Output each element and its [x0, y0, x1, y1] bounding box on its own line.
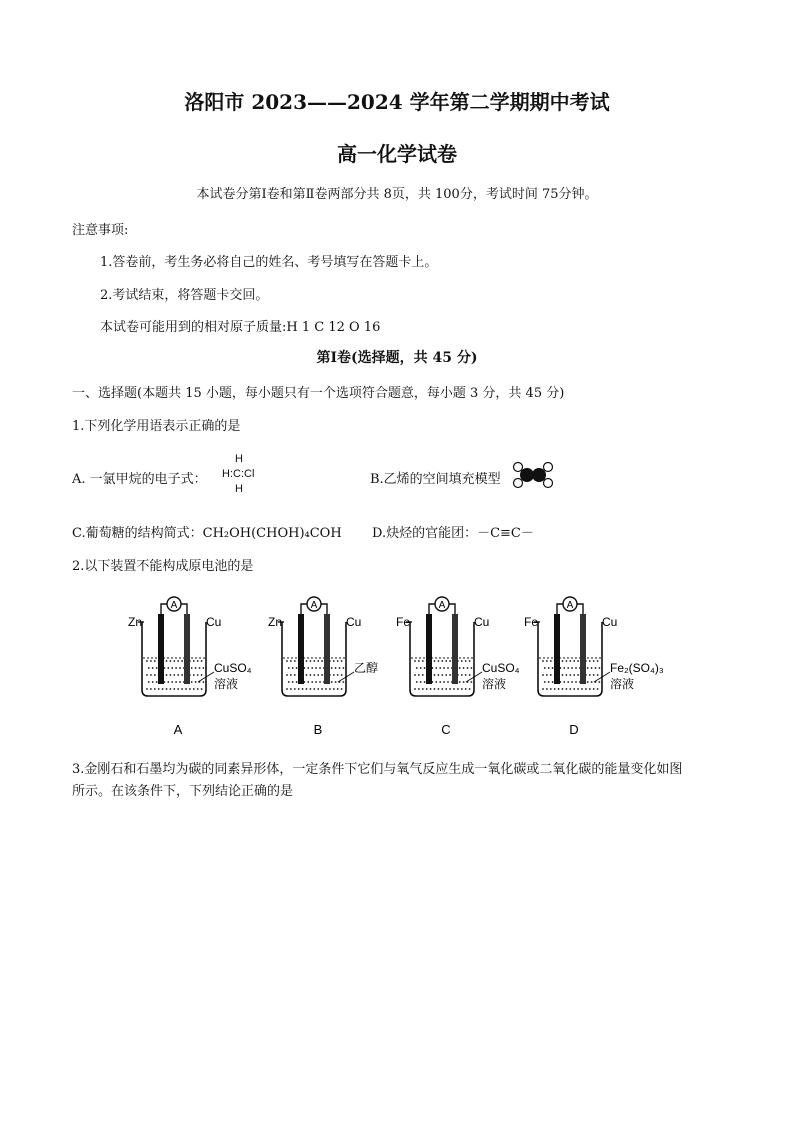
solution-dot [463, 681, 465, 683]
solution-dot [571, 681, 573, 683]
solution-dot [591, 667, 593, 669]
solution-dot [315, 667, 317, 669]
solution-dot [335, 667, 337, 669]
solution-dot [443, 681, 445, 683]
solution-dot [422, 674, 424, 676]
solution-dot [441, 660, 443, 662]
solution-dot [307, 667, 309, 669]
solution-dot [589, 674, 591, 676]
solution-dot [469, 674, 471, 676]
solution-dot [167, 667, 169, 669]
solution-dot [599, 681, 601, 683]
solution-dot [552, 667, 554, 669]
solution-dot [313, 660, 315, 662]
solution-dot [597, 660, 599, 662]
ammeter-label: A [170, 600, 178, 611]
solution-dot [195, 667, 197, 669]
ammeter-label: A [310, 600, 318, 611]
option-label: C [441, 722, 451, 737]
solution-dot [311, 681, 313, 683]
solution-dot [418, 674, 420, 676]
exam-subtitle: 高一化学试卷 [337, 142, 457, 166]
solution-dot [424, 681, 426, 683]
solution-dot [461, 660, 463, 662]
solution-dot [573, 674, 575, 676]
solution-dot [294, 688, 296, 690]
solution-dot [439, 667, 441, 669]
solution-dot [471, 681, 473, 683]
solution-dot [313, 674, 315, 676]
solution-dot [558, 688, 560, 690]
right-electrode [452, 614, 458, 684]
solution-dot [154, 674, 156, 676]
q1-option-b: B.乙烯的空间填充模型 [370, 472, 501, 487]
solution-dot [418, 660, 420, 662]
cell-c [396, 597, 520, 737]
solution-dot [420, 681, 422, 683]
solution-dot [567, 667, 569, 669]
solution-label-2: 溶液 [610, 677, 635, 691]
solution-dot [416, 681, 418, 683]
solution-dot [317, 660, 319, 662]
solution-dot [542, 674, 544, 676]
solution-dot [550, 674, 552, 676]
solution-dot [465, 674, 467, 676]
solution-dot [546, 688, 548, 690]
solution-dot [418, 688, 420, 690]
solution-dot [445, 660, 447, 662]
solution-dot [195, 681, 197, 683]
exam-intro: 本试卷分第Ⅰ卷和第Ⅱ卷两部分共 8页，共 100分，考试时间 75分钟。 [196, 187, 598, 202]
left-electrode [298, 614, 304, 684]
solution-dot [310, 688, 312, 690]
solution-dot [292, 667, 294, 669]
solution-dot [197, 660, 199, 662]
solution-dot [148, 667, 150, 669]
solution-dot [563, 681, 565, 683]
solution-dot [321, 688, 323, 690]
left-electrode-label: Fe [396, 615, 411, 629]
ethylene-model-icon [510, 460, 556, 490]
solution-dot [439, 681, 441, 683]
solution-dot [325, 688, 327, 690]
solution-dot [171, 681, 173, 683]
solution-dot [438, 688, 440, 690]
solution-dot [193, 674, 195, 676]
solution-dot [333, 674, 335, 676]
solution-dot [571, 667, 573, 669]
solution-dot [566, 688, 568, 690]
solution-dot [290, 688, 292, 690]
left-electrode-label: Fe [524, 615, 539, 629]
solution-dot [173, 674, 175, 676]
solution-dot [445, 674, 447, 676]
solution-dot [288, 667, 290, 669]
q1-option-a: A. 一氯甲烷的电子式： [72, 472, 207, 487]
q3-line1: 3.金刚石和石墨均为碳的同素异形体，一定条件下它们与氧气反应生成一氧化碳或二氧化碳的能量变化如图 [72, 762, 683, 777]
solution-dot [569, 674, 571, 676]
solution-dot [306, 688, 308, 690]
solution-dot [457, 688, 459, 690]
solution-dot [170, 674, 172, 676]
solution-dot [146, 660, 148, 662]
solution-dot [321, 660, 323, 662]
solution-dot [333, 660, 335, 662]
galvanic-cells-figure [120, 592, 680, 744]
solution-dot [438, 660, 440, 662]
solution-dot [459, 667, 461, 669]
solution-dot [310, 660, 312, 662]
q1-option-d: D.炔烃的官能团：－C≡C－ [372, 526, 534, 541]
solution-dot [426, 688, 428, 690]
solution-dot [597, 688, 599, 690]
solution-dot [420, 667, 422, 669]
solution-dot [577, 688, 579, 690]
cell-d [524, 597, 664, 737]
solution-dot [162, 688, 164, 690]
solution-dot [471, 667, 473, 669]
solution-dot [467, 667, 469, 669]
solution-dot [422, 688, 424, 690]
solution-dot [166, 688, 168, 690]
solution-dot [181, 688, 183, 690]
solution-dot [546, 660, 548, 662]
solution-dot [150, 688, 152, 690]
option-label: B [313, 722, 323, 737]
solution-dot [311, 667, 313, 669]
solution-dot [166, 660, 168, 662]
cell-b [268, 597, 378, 737]
solution-dot [424, 667, 426, 669]
solution-dot [296, 681, 298, 683]
solution-dot [313, 688, 315, 690]
solution-label: CuSO₄ [214, 661, 252, 675]
solution-dot [294, 674, 296, 676]
solution-label-2: 溶液 [482, 677, 507, 691]
solution-dot [589, 688, 591, 690]
solution-dot [148, 681, 150, 683]
solution-dot [569, 688, 571, 690]
section1-instructions: 一、选择题(本题共 15 小题，每小题只有一个选项符合题意，每小题 3 分，共 45 分) [72, 386, 565, 401]
solution-dot [542, 660, 544, 662]
solution-dot [449, 688, 451, 690]
solution-dot [434, 674, 436, 676]
solution-dot [201, 688, 203, 690]
solution-dot [156, 681, 158, 683]
solution-dot [566, 660, 568, 662]
solution-dot [150, 674, 152, 676]
solution-dot [459, 681, 461, 683]
solution-dot [449, 660, 451, 662]
solution-dot [548, 667, 550, 669]
solution-dot [577, 660, 579, 662]
solution-dot [341, 688, 343, 690]
solution-dot [337, 660, 339, 662]
solution-dot [154, 660, 156, 662]
solution-dot [591, 681, 593, 683]
solution-dot [548, 681, 550, 683]
exam-title: 洛阳市 2023——2024 学年第二学期期中考试 [184, 90, 610, 114]
solution-dot [447, 667, 449, 669]
solution-dot [566, 674, 568, 676]
solution-dot [294, 660, 296, 662]
solution-dot [562, 674, 564, 676]
solution-dot [201, 660, 203, 662]
solution-dot [445, 688, 447, 690]
solution-dot [562, 688, 564, 690]
solution-dot [296, 667, 298, 669]
solution-dot [146, 688, 148, 690]
solution-dot [189, 688, 191, 690]
right-electrode [580, 614, 586, 684]
solution-dot [550, 660, 552, 662]
solution-dot [587, 667, 589, 669]
formula-bottom-h: H [235, 483, 243, 495]
solution-dot [593, 660, 595, 662]
solution-dot [185, 688, 187, 690]
solution-dot [317, 688, 319, 690]
solution-dot [546, 674, 548, 676]
solution-dot [166, 674, 168, 676]
solution-dot [203, 667, 205, 669]
solution-dot [447, 681, 449, 683]
solution-dot [593, 688, 595, 690]
solution-dot [321, 674, 323, 676]
solution-dot [286, 660, 288, 662]
solution-dot [175, 667, 177, 669]
solution-dot [298, 688, 300, 690]
solution-dot [203, 681, 205, 683]
solution-dot [167, 681, 169, 683]
solution-dot [292, 681, 294, 683]
solution-dot [453, 688, 455, 690]
cell-a [128, 597, 252, 737]
solution-dot [310, 674, 312, 676]
q1-option-c: C.葡萄糖的结构简式：CH₂OH(CHOH)₄COH [72, 526, 342, 541]
solution-dot [152, 667, 154, 669]
solution-dot [542, 688, 544, 690]
solution-dot [343, 681, 345, 683]
notes-heading: 注意事项: [72, 223, 129, 238]
solution-dot [585, 688, 587, 690]
solution-dot [288, 681, 290, 683]
solution-dot [319, 667, 321, 669]
solution-dot [173, 660, 175, 662]
solution-label: CuSO₄ [482, 661, 520, 675]
solution-dot [177, 674, 179, 676]
solution-dot [465, 660, 467, 662]
solution-dot [599, 667, 601, 669]
solution-dot [597, 674, 599, 676]
solution-dot [575, 681, 577, 683]
solution-dot [461, 674, 463, 676]
solution-dot [434, 688, 436, 690]
solution-dot [150, 660, 152, 662]
solution-dot [331, 667, 333, 669]
solution-dot [286, 674, 288, 676]
left-electrode [554, 614, 560, 684]
solution-dot [319, 681, 321, 683]
solution-dot [465, 688, 467, 690]
right-electrode-label: Cu [346, 615, 362, 629]
solution-dot [201, 674, 203, 676]
solution-dot [191, 667, 193, 669]
solution-dot [554, 688, 556, 690]
left-electrode [158, 614, 164, 684]
solution-dot [414, 688, 416, 690]
right-electrode [324, 614, 330, 684]
solution-dot [329, 688, 331, 690]
solution-dot [463, 667, 465, 669]
q2-stem: 2.以下装置不能构成原电池的是 [72, 559, 254, 574]
solution-dot [544, 681, 546, 683]
solution-dot [156, 667, 158, 669]
solution-dot [449, 674, 451, 676]
right-electrode-label: Cu [602, 615, 618, 629]
solution-dot [414, 660, 416, 662]
right-electrode-label: Cu [474, 615, 490, 629]
ammeter-label: A [566, 600, 574, 611]
solution-dot [170, 660, 172, 662]
solution-dot [335, 681, 337, 683]
solution-dot [197, 688, 199, 690]
solution-dot [435, 681, 437, 683]
solution-dot [339, 667, 341, 669]
formula-middle: H:C:Cl [222, 468, 255, 480]
solution-dot [430, 688, 432, 690]
solution-dot [306, 674, 308, 676]
solution-dot [290, 660, 292, 662]
solution-dot [589, 660, 591, 662]
solution-label: 乙醇 [354, 661, 379, 675]
solution-dot [441, 688, 443, 690]
solution-dot [461, 688, 463, 690]
note-item-2: 2.考试结束，将答题卡交回。 [100, 288, 269, 303]
solution-dot [154, 688, 156, 690]
solution-dot [193, 660, 195, 662]
solution-dot [438, 674, 440, 676]
solution-dot [152, 681, 154, 683]
solution-dot [581, 688, 583, 690]
solution-dot [573, 688, 575, 690]
solution-label: Fe₂(SO₄)₃ [610, 661, 664, 675]
ammeter-label: A [438, 600, 446, 611]
left-electrode [426, 614, 432, 684]
solution-dot [575, 667, 577, 669]
solution-dot [286, 688, 288, 690]
solution-dot [158, 688, 160, 690]
solution-dot [422, 660, 424, 662]
solution-dot [146, 674, 148, 676]
solution-dot [414, 674, 416, 676]
solution-dot [595, 667, 597, 669]
q3-line2: 所示。在该条件下，下列结论正确的是 [72, 784, 294, 799]
solution-dot [306, 660, 308, 662]
q1-stem: 1.下列化学用语表示正确的是 [72, 419, 241, 434]
solution-dot [173, 688, 175, 690]
solution-dot [290, 674, 292, 676]
right-electrode-label: Cu [206, 615, 222, 629]
solution-dot [337, 688, 339, 690]
solution-dot [337, 674, 339, 676]
solution-dot [317, 674, 319, 676]
solution-dot [191, 681, 193, 683]
solution-dot [199, 667, 201, 669]
left-electrode-label: Zn [268, 615, 283, 629]
solution-dot [593, 674, 595, 676]
solution-dot [177, 688, 179, 690]
solution-dot [587, 681, 589, 683]
note-item-1: 1.答卷前，考生务必将自己的姓名、考号填写在答题卡上。 [100, 255, 438, 270]
solution-dot [179, 667, 181, 669]
solution-dot [315, 681, 317, 683]
solution-dot [175, 681, 177, 683]
solution-dot [577, 674, 579, 676]
solution-dot [435, 667, 437, 669]
solution-dot [469, 688, 471, 690]
solution-dot [563, 667, 565, 669]
solution-dot [333, 688, 335, 690]
solution-dot [469, 660, 471, 662]
solution-dot [544, 667, 546, 669]
solution-dot [302, 688, 304, 690]
left-electrode-label: Zn [128, 615, 143, 629]
solution-dot [552, 681, 554, 683]
solution-dot [416, 667, 418, 669]
solution-dot [341, 660, 343, 662]
solution-dot [434, 660, 436, 662]
solution-dot [181, 674, 183, 676]
solution-dot [193, 688, 195, 690]
solution-dot [443, 667, 445, 669]
right-electrode [184, 614, 190, 684]
solution-dot [550, 688, 552, 690]
solution-dot [331, 681, 333, 683]
solution-dot [197, 674, 199, 676]
solution-dot [341, 674, 343, 676]
solution-dot [343, 667, 345, 669]
solution-dot [177, 660, 179, 662]
option-label: A [173, 722, 183, 737]
formula-top-h: H [235, 453, 243, 465]
atomic-mass-note: 本试卷可能用到的相对原子质量:H 1 C 12 O 16 [100, 320, 381, 335]
solution-dot [181, 660, 183, 662]
solution-dot [441, 674, 443, 676]
option-label: D [569, 722, 579, 737]
solution-dot [562, 660, 564, 662]
solution-dot [567, 681, 569, 683]
solution-dot [170, 688, 172, 690]
solution-label-2: 溶液 [214, 677, 239, 691]
solution-dot [573, 660, 575, 662]
section1-title: 第Ⅰ卷(选择题，共 45 分) [316, 350, 478, 366]
solution-dot [307, 681, 309, 683]
solution-dot [179, 681, 181, 683]
solution-dot [171, 667, 173, 669]
electron-formula [222, 452, 254, 497]
solution-dot [569, 660, 571, 662]
